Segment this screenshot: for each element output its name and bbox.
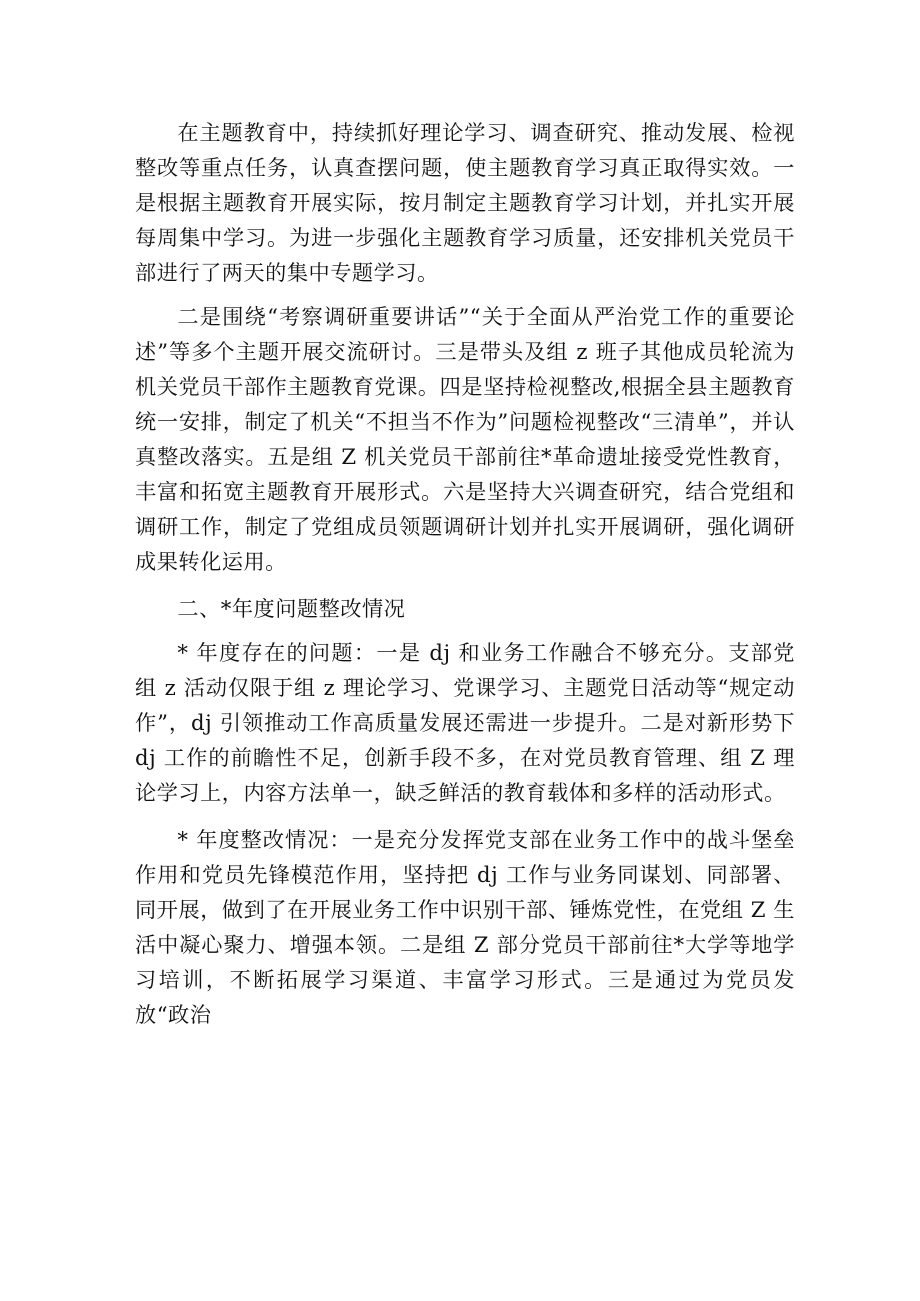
paragraph-theme-education: 在主题教育中，持续抓好理论学习、调查研究、推动发展、检视整改等重点任务，认真查摆问题，使主题教育学习真正取得实效。一是根据主题教育开展实际，按月制定主题教育学习计划，并扎实开展每周集中学习。为进一步强化主题教育学习质量，还安排机关党员干部进行了两天的集中专题学习。 <box>135 120 795 285</box>
paragraph-existing-problems: * 年度存在的问题：一是 dj 和业务工作融合不够充分。支部党组 z 活动仅限于组 z 理论学习、党课学习、主题党日活动等“规定动作”，dj 引领推动工作高质量发展还需进一步提升。二是对新形势下 dj 工作的前瞻性不足，创新手段不多，在对党员教育管理、组 Z 理论学习上，内容方法单一，缺乏鲜活的教育载体和多样的活动形式。 <box>135 640 795 805</box>
document-body <box>135 115 795 1032</box>
paragraph-exchange-seminars: 二是围绕“考察调研重要讲话”“关于全面从严治党工作的重要论述”等多个主题开展交流研讨。三是带头及组 z 班子其他成员轮流为机关党员干部作主题教育党课。四是坚持检视整改,根据全县主题教育统一安排，制定了机关“不担当不作为”问题检视整改“三清单”，并认真整改落实。五是组 Z 机关党员干部前往*革命遗址接受党性教育，丰富和拓宽主题教育开展形式。六是坚持大兴调查研究，结合党组和调研工作，制定了党组成员领题调研计划并扎实开展调研，强化调研成果转化运用。 <box>135 304 795 574</box>
section-heading: 二、*年度问题整改情况 <box>177 596 406 621</box>
paragraph-rectification: * 年度整改情况：一是充分发挥党支部在业务工作中的战斗堡垒作用和党员先锋模范作用，坚持把 dj 工作与业务同谋划、同部署、同开展，做到了在开展业务工作中识别干部、锤炼党性，在党组 Z 生活中凝心聚力、增强本领。二是组 Z 部分党员干部前往*大学等地学习培训，不断拓展学习渠道、丰富学习形式。三是通过为党员发放“政治 <box>135 827 795 1027</box>
